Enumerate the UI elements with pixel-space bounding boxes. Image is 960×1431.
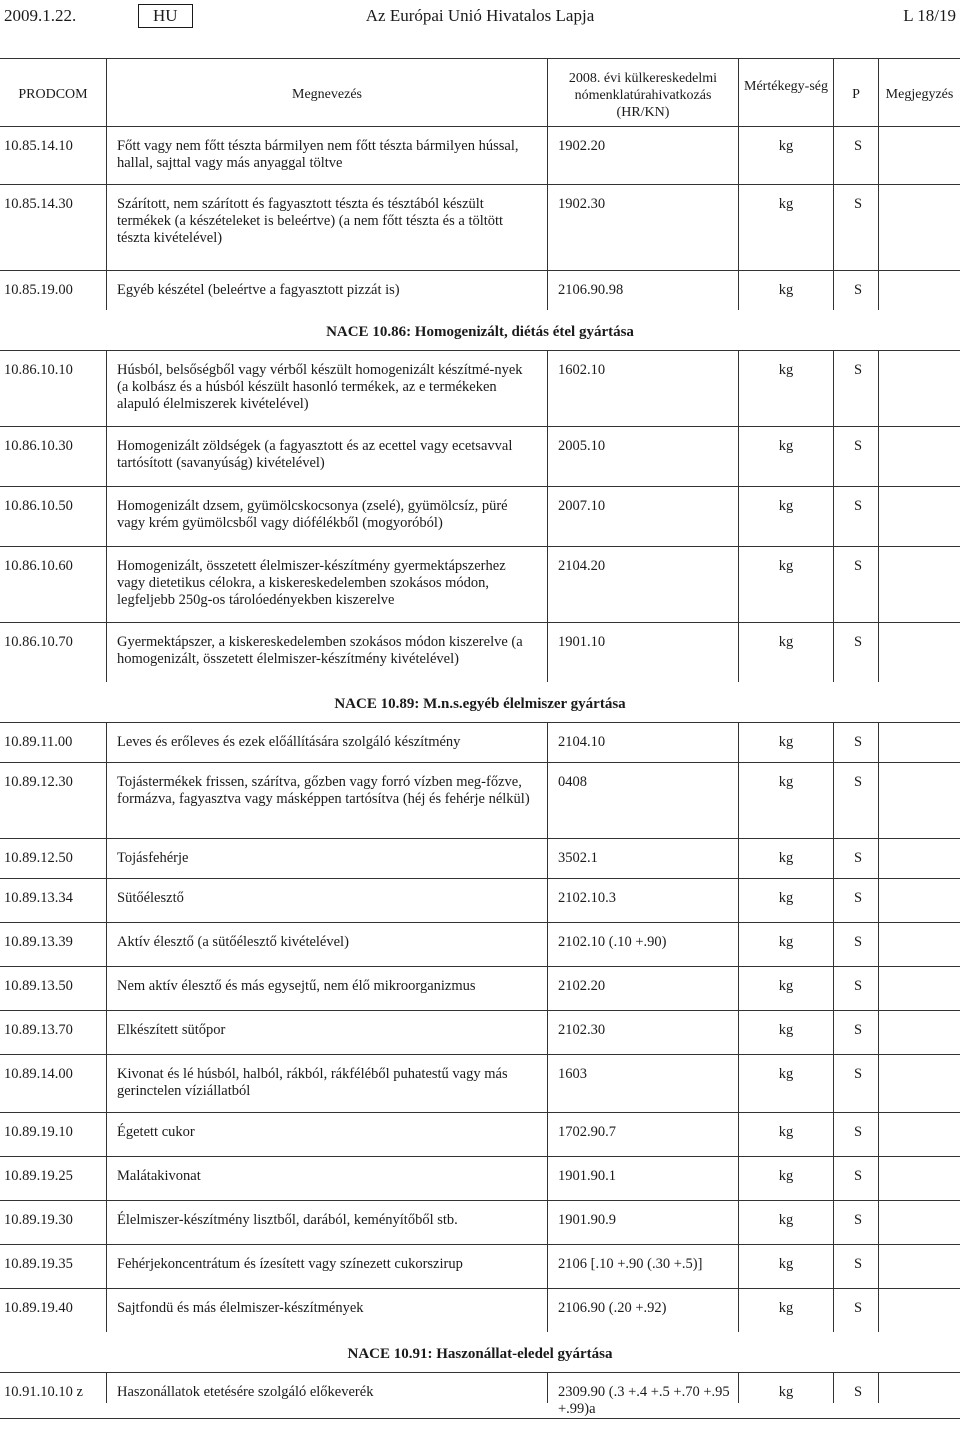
unit-cell: kg [778, 850, 794, 866]
table-row [0, 1054, 960, 1113]
prodcom-code: 10.89.19.30 [4, 1212, 73, 1228]
p-cell: S [853, 438, 863, 454]
table-row [0, 922, 960, 967]
cn-code: 1902.20 [558, 138, 606, 154]
product-name: Malátakivonat [117, 1168, 201, 1184]
prodcom-code: 10.86.10.60 [4, 558, 73, 574]
p-cell: S [853, 1124, 863, 1140]
p-cell: S [853, 1256, 863, 1272]
table-row [0, 426, 960, 487]
unit-cell: kg [778, 558, 794, 574]
p-cell: S [853, 1300, 863, 1316]
table-row [0, 486, 960, 547]
prodcom-code: 10.85.14.30 [4, 196, 73, 212]
language-badge: HU [138, 4, 193, 28]
prodcom-code: 10.89.19.25 [4, 1168, 73, 1184]
p-cell: S [853, 978, 863, 994]
product-name: Főtt vagy nem főtt tészta bármilyen nem főtt tészta bármilyen hússal, hallal, sajttal vagy más anyaggal töltve [117, 138, 519, 171]
p-cell: S [853, 1212, 863, 1228]
section-heading [0, 682, 960, 723]
p-cell: S [853, 362, 863, 378]
p-cell: S [853, 196, 863, 212]
table-row [0, 1112, 960, 1157]
cn-code: 2007.10 [558, 498, 606, 514]
section-title: NACE 10.89: M.n.s.egyéb élelmiszer gyártása [334, 696, 626, 712]
cn-code: 2102.10 (.10 +.90) [558, 934, 667, 950]
unit-cell: kg [778, 1168, 794, 1184]
product-name: Leves és erőleves és ezek előállítására szolgáló készítmény [117, 734, 461, 750]
p-cell: S [853, 734, 863, 750]
table-row [0, 1200, 960, 1245]
table-row [0, 1156, 960, 1201]
table-row [0, 838, 960, 879]
table-row [0, 966, 960, 1011]
product-name: Nem aktív élesztő és más egysejtű, nem élő mikroorganizmus [117, 978, 476, 994]
prodcom-code: 10.89.12.50 [4, 850, 73, 866]
cn-code: 1901.10 [558, 634, 606, 650]
cn-code: 2106.90 (.20 +.92) [558, 1300, 667, 1316]
p-cell: S [853, 1066, 863, 1082]
unit-cell: kg [778, 196, 794, 212]
unit-cell: kg [778, 890, 794, 906]
col-name: Megnevezés [292, 87, 362, 102]
prodcom-code: 10.89.12.30 [4, 774, 73, 790]
p-cell: S [853, 890, 863, 906]
table-row [0, 270, 960, 311]
product-name: Szárított, nem szárított és fagyasztott tészta és tésztából készült termékek (a készételeket is beleértve) (a nem főtt tészta és a töltött tészta kivételével) [117, 196, 504, 246]
product-name: Fehérjekoncentrátum és ízesített vagy színezett cukorszirup [117, 1256, 463, 1272]
table-row [0, 1244, 960, 1289]
cn-code: 1702.90.7 [558, 1124, 616, 1140]
cn-code: 2102.30 [558, 1022, 606, 1038]
product-name: Homogenizált zöldségek (a fagyasztott és az ecettel vagy ecetsavval tartósított (savanyúság) kivételével) [117, 438, 513, 471]
p-cell: S [853, 558, 863, 574]
cn-code: 2104.10 [558, 734, 606, 750]
journal-title: Az Európai Unió Hivatalos Lapja [365, 6, 595, 25]
cn-code: 2102.20 [558, 978, 606, 994]
table-row [0, 1372, 960, 1419]
unit-cell: kg [778, 1124, 794, 1140]
prodcom-code: 10.89.13.39 [4, 934, 73, 950]
product-name: Aktív élesztő (a sütőélesztő kivételével) [117, 934, 349, 950]
cn-code: 2106 [.10 +.90 (.30 +.5)] [558, 1256, 703, 1272]
cn-code: 1902.30 [558, 196, 606, 212]
prodcom-code: 10.86.10.70 [4, 634, 73, 650]
page-number: L 18/19 [903, 6, 956, 25]
p-cell: S [853, 774, 863, 790]
col-note: Megjegyzés [885, 87, 954, 102]
table-row [0, 126, 960, 185]
product-name: Élelmiszer-készítmény lisztből, darából, keményítőből stb. [117, 1212, 458, 1228]
cn-code: 1901.90.9 [558, 1212, 616, 1228]
prodcom-code: 10.85.14.10 [4, 138, 73, 154]
prodcom-code: 10.89.11.00 [4, 734, 73, 750]
p-cell: S [853, 850, 863, 866]
unit-cell: kg [778, 774, 794, 790]
unit-cell: kg [778, 1066, 794, 1082]
table-header [0, 58, 960, 126]
unit-cell: kg [778, 438, 794, 454]
p-cell: S [853, 934, 863, 950]
table-row [0, 1010, 960, 1055]
table-row [0, 622, 960, 683]
section-heading [0, 1332, 960, 1373]
col-p: P [852, 87, 860, 102]
prodcom-code: 10.86.10.50 [4, 498, 73, 514]
unit-cell: kg [778, 1384, 794, 1400]
product-name: Húsból, belsőségből vagy vérből készült homogenizált készítmé-nyek (a kolbász és a húsból készült hasonló termékek, az e termékeken alapuló élelmiszerek kivételével) [117, 362, 523, 412]
p-cell: S [853, 1168, 863, 1184]
unit-cell: kg [778, 978, 794, 994]
table-row [0, 878, 960, 923]
prodcom-code: 10.85.19.00 [4, 282, 73, 298]
p-cell: S [853, 1022, 863, 1038]
publication-date: 2009.1.22. [4, 6, 77, 25]
p-cell: S [853, 1384, 863, 1400]
cn-code: 2104.20 [558, 558, 606, 574]
unit-cell: kg [778, 282, 794, 298]
table-row [0, 762, 960, 839]
prodcom-code: 10.89.13.34 [4, 890, 73, 906]
p-cell: S [853, 634, 863, 650]
prodcom-code: 10.89.14.00 [4, 1066, 73, 1082]
cn-code: 3502.1 [558, 850, 598, 866]
cn-code: 2005.10 [558, 438, 606, 454]
prodcom-code: 10.91.10.10 z [4, 1384, 83, 1400]
cn-code: 1603 [558, 1066, 587, 1082]
prodcom-code: 10.86.10.10 [4, 362, 73, 378]
unit-cell: kg [778, 498, 794, 514]
product-name: Homogenizált dzsem, gyümölcskocsonya (zselé), gyümölcsíz, püré vagy krém gyümölcsből vagy diófélékből (mogyoróból) [117, 498, 508, 531]
product-name: Tojástermékek frissen, szárítva, gőzben vagy forró vízben meg-főzve, formázva, fagyasztva vagy másképpen tartósítva (héj és fehérje nélkül) [117, 774, 530, 807]
unit-cell: kg [778, 1300, 794, 1316]
unit-cell: kg [778, 934, 794, 950]
p-cell: S [853, 282, 863, 298]
cn-code: 2106.90.98 [558, 282, 624, 298]
product-name: Tojásfehérje [117, 850, 189, 866]
product-name: Elkészített sütőpor [117, 1022, 226, 1038]
prodcom-code: 10.89.19.10 [4, 1124, 73, 1140]
product-name: Gyermektápszer, a kiskereskedelemben szokásos módon kiszerelve (a homogenizált, összetett élelmiszer-készítmény kivételével) [117, 634, 523, 667]
prodcom-code: 10.89.19.40 [4, 1300, 73, 1316]
product-name: Sajtfondü és más élelmiszer-készítmények [117, 1300, 364, 1316]
col-cn: 2008. évi külkereskedelmi nómenklatúrahivatkozás (HR/KN) [568, 71, 718, 120]
p-cell: S [853, 498, 863, 514]
unit-cell: kg [778, 362, 794, 378]
prodcom-code: 10.89.19.35 [4, 1256, 73, 1272]
section-heading [0, 310, 960, 351]
table-row [0, 1288, 960, 1333]
product-name: Kivonat és lé húsból, halból, rákból, rákféléből puhatestű vagy más gerinctelen víziállatból [117, 1066, 508, 1099]
col-unit: Mértékegy-ség [744, 79, 828, 94]
page-header [0, 0, 960, 32]
cn-code: 2102.10.3 [558, 890, 616, 906]
unit-cell: kg [778, 1256, 794, 1272]
table-row [0, 546, 960, 623]
unit-cell: kg [778, 1022, 794, 1038]
section-title: NACE 10.91: Haszonállat-eledel gyártása [347, 1346, 613, 1362]
unit-cell: kg [778, 734, 794, 750]
unit-cell: kg [778, 634, 794, 650]
top-rule [0, 58, 960, 59]
product-name: Homogenizált, összetett élelmiszer-készítmény gyermektápszerhez vagy dietetikus célokra, a kiskereskedelemben szokásos módon, legfeljebb 250g-os tárolóedényekben kiszerelve [117, 558, 506, 608]
table-row [0, 722, 960, 763]
cn-code: 2309.90 (.3 +.4 +.5 +.70 +.95 +.99)a [558, 1384, 730, 1417]
product-name: Sütőélesztő [117, 890, 184, 906]
table-row [0, 350, 960, 427]
prodcom-code: 10.89.13.70 [4, 1022, 73, 1038]
cn-code: 0408 [558, 774, 587, 790]
product-name: Haszonállatok etetésére szolgáló előkeverék [117, 1384, 374, 1400]
product-name: Egyéb készétel (beleértve a fagyasztott pizzát is) [117, 282, 400, 298]
cn-code: 1901.90.1 [558, 1168, 616, 1184]
prodcom-code: 10.86.10.30 [4, 438, 73, 454]
unit-cell: kg [778, 138, 794, 154]
unit-cell: kg [778, 1212, 794, 1228]
cn-code: 1602.10 [558, 362, 606, 378]
product-name: Égetett cukor [117, 1124, 195, 1140]
table-row [0, 184, 960, 271]
p-cell: S [853, 138, 863, 154]
col-prodcom: PRODCOM [18, 87, 88, 102]
prodcom-code: 10.89.13.50 [4, 978, 73, 994]
section-title: NACE 10.86: Homogenizált, diétás étel gyártása [326, 324, 634, 340]
